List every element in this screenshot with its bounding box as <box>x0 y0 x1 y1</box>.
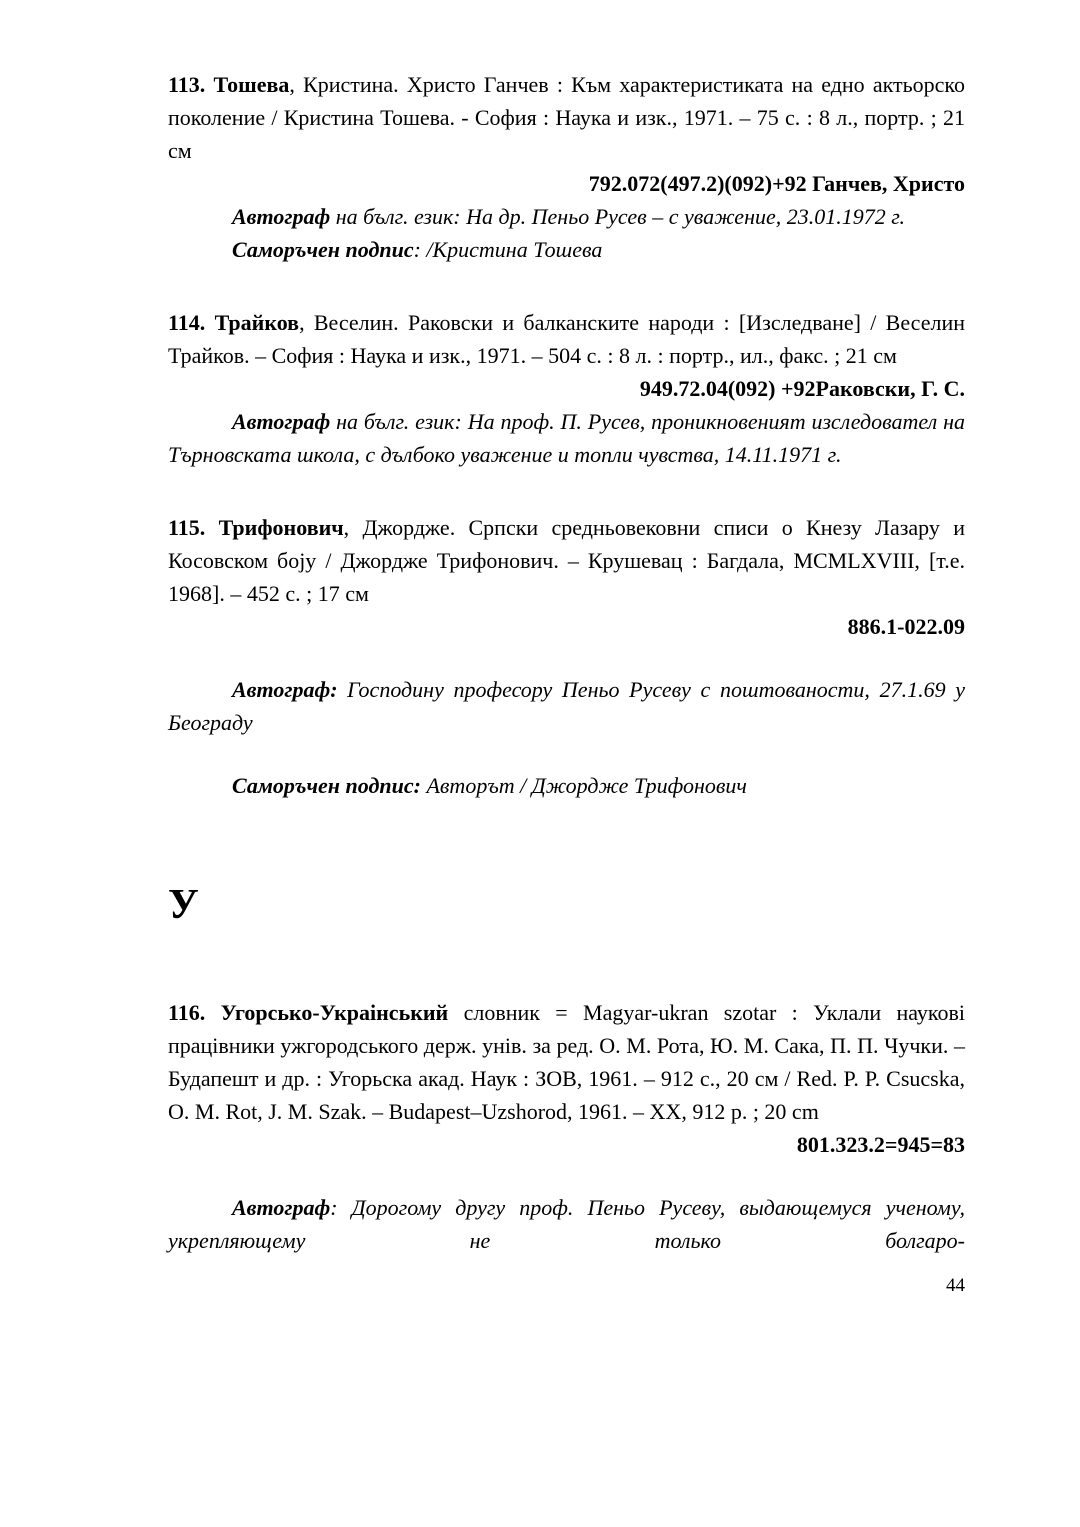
signature-label: Саморъчен подпис <box>232 237 414 262</box>
entry-116 <box>168 996 965 1257</box>
signature-text: : /Кристина Тошева <box>413 237 603 262</box>
autograph-text: на бълг. език: На проф. П. Русев, проникновеният изследовател на Търновската школа, с дълбоко уважение и топли чувства, 14.11.1971 г. <box>168 409 965 467</box>
entry-115 <box>168 511 965 802</box>
entry-116-classification: 801.323.2=945=83 <box>796 1132 965 1158</box>
entry-113-autograph-note <box>168 200 965 233</box>
entry-114-autograph-note <box>168 405 965 471</box>
signature-text: Авторът / Джордже Трифонович <box>420 773 747 798</box>
signature-label: Саморъчен подпис: <box>232 773 421 798</box>
entry-115-description <box>168 511 965 610</box>
entry-115-bibliographic-text: , Джордже. Српски средньовековни списи о Кнезу Лазару и Косовском боjу / Джордже Трифонович. – Крушевац : Багдала, MCMLXVIII, [т.е. 1968]. – 452 с. ; 17 см <box>168 515 965 606</box>
page-number: 44 <box>946 1275 965 1297</box>
autograph-text: на бълг. език: На др. Пеньо Русев – с уважение, 23.01.1972 г. <box>330 204 906 229</box>
entry-116-bibliographic-text: словник = Magyar-ukran szotar : Уклали наукові працівники ужгородського держ. унів. за ред. О. М. Рота, Ю. М. Сака, П. П. Чучки. – Будапешт и др. : Угорьска акад. Наук : ЗОВ, 1961. – 912 с., 20 см / Red. P. P. Csucska, O. M. Rot, J. M. Szak. – Budapest–Uzshorod, 1961. – XX, 912 p. ; 20 cm <box>168 1000 965 1125</box>
entry-114 <box>168 306 965 471</box>
autograph-label: Автограф <box>232 409 331 434</box>
entry-115-signature-note <box>168 769 965 802</box>
entry-116-number-title: 116. Угорсько-Украінський <box>168 1000 449 1026</box>
autograph-label: Автограф <box>232 1195 331 1221</box>
entry-113-signature-note <box>168 233 965 266</box>
section-letter-u: У <box>168 882 199 928</box>
entry-115-classification: 886.1-022.09 <box>847 614 965 639</box>
entry-116-autograph-note <box>168 1191 965 1257</box>
entry-115-number-author: 115. Трифонович <box>168 515 344 540</box>
entry-115-autograph-note <box>168 673 965 739</box>
entry-114-description <box>168 306 965 372</box>
autograph-text: Господину професору Пеньо Русеву с поштованости, 27.1.69 у Београду <box>168 677 965 735</box>
entry-114-classification: 949.72.04(092) +92Раковски, Г. С. <box>639 376 965 401</box>
entry-114-number-author: 114. Трайков <box>168 310 300 335</box>
entry-113-classification: 792.072(497.2)(092)+92 Ганчев, Христо <box>588 171 965 196</box>
entry-114-bibliographic-text: , Веселин. Раковски и балканските народи : [Изследване] / Веселин Трайков. – София : Наука и изк., 1971. – 504 с. : 8 л. : портр., ил., факс. ; 21 см <box>168 310 965 368</box>
autograph-label: Автограф: <box>232 677 338 702</box>
autograph-label: Автограф <box>232 204 331 229</box>
autograph-text: : Дорогому другу проф. Пеньо Русеву, выдающемуся ученому, укрепляющему не только болгаро- <box>168 1195 965 1254</box>
entry-113-description <box>168 68 965 167</box>
entry-116-description <box>168 996 965 1128</box>
entry-113-number-author: 113. Тошева <box>168 72 290 97</box>
entry-113 <box>168 68 965 266</box>
entry-113-bibliographic-text: , Кристина. Христо Ганчев : Към характеристиката на едно актьорско поколение / Кристина Тошева. - София : Наука и изк., 1971. – 75 с. : 8 л., портр. ; 21 см <box>168 72 965 163</box>
